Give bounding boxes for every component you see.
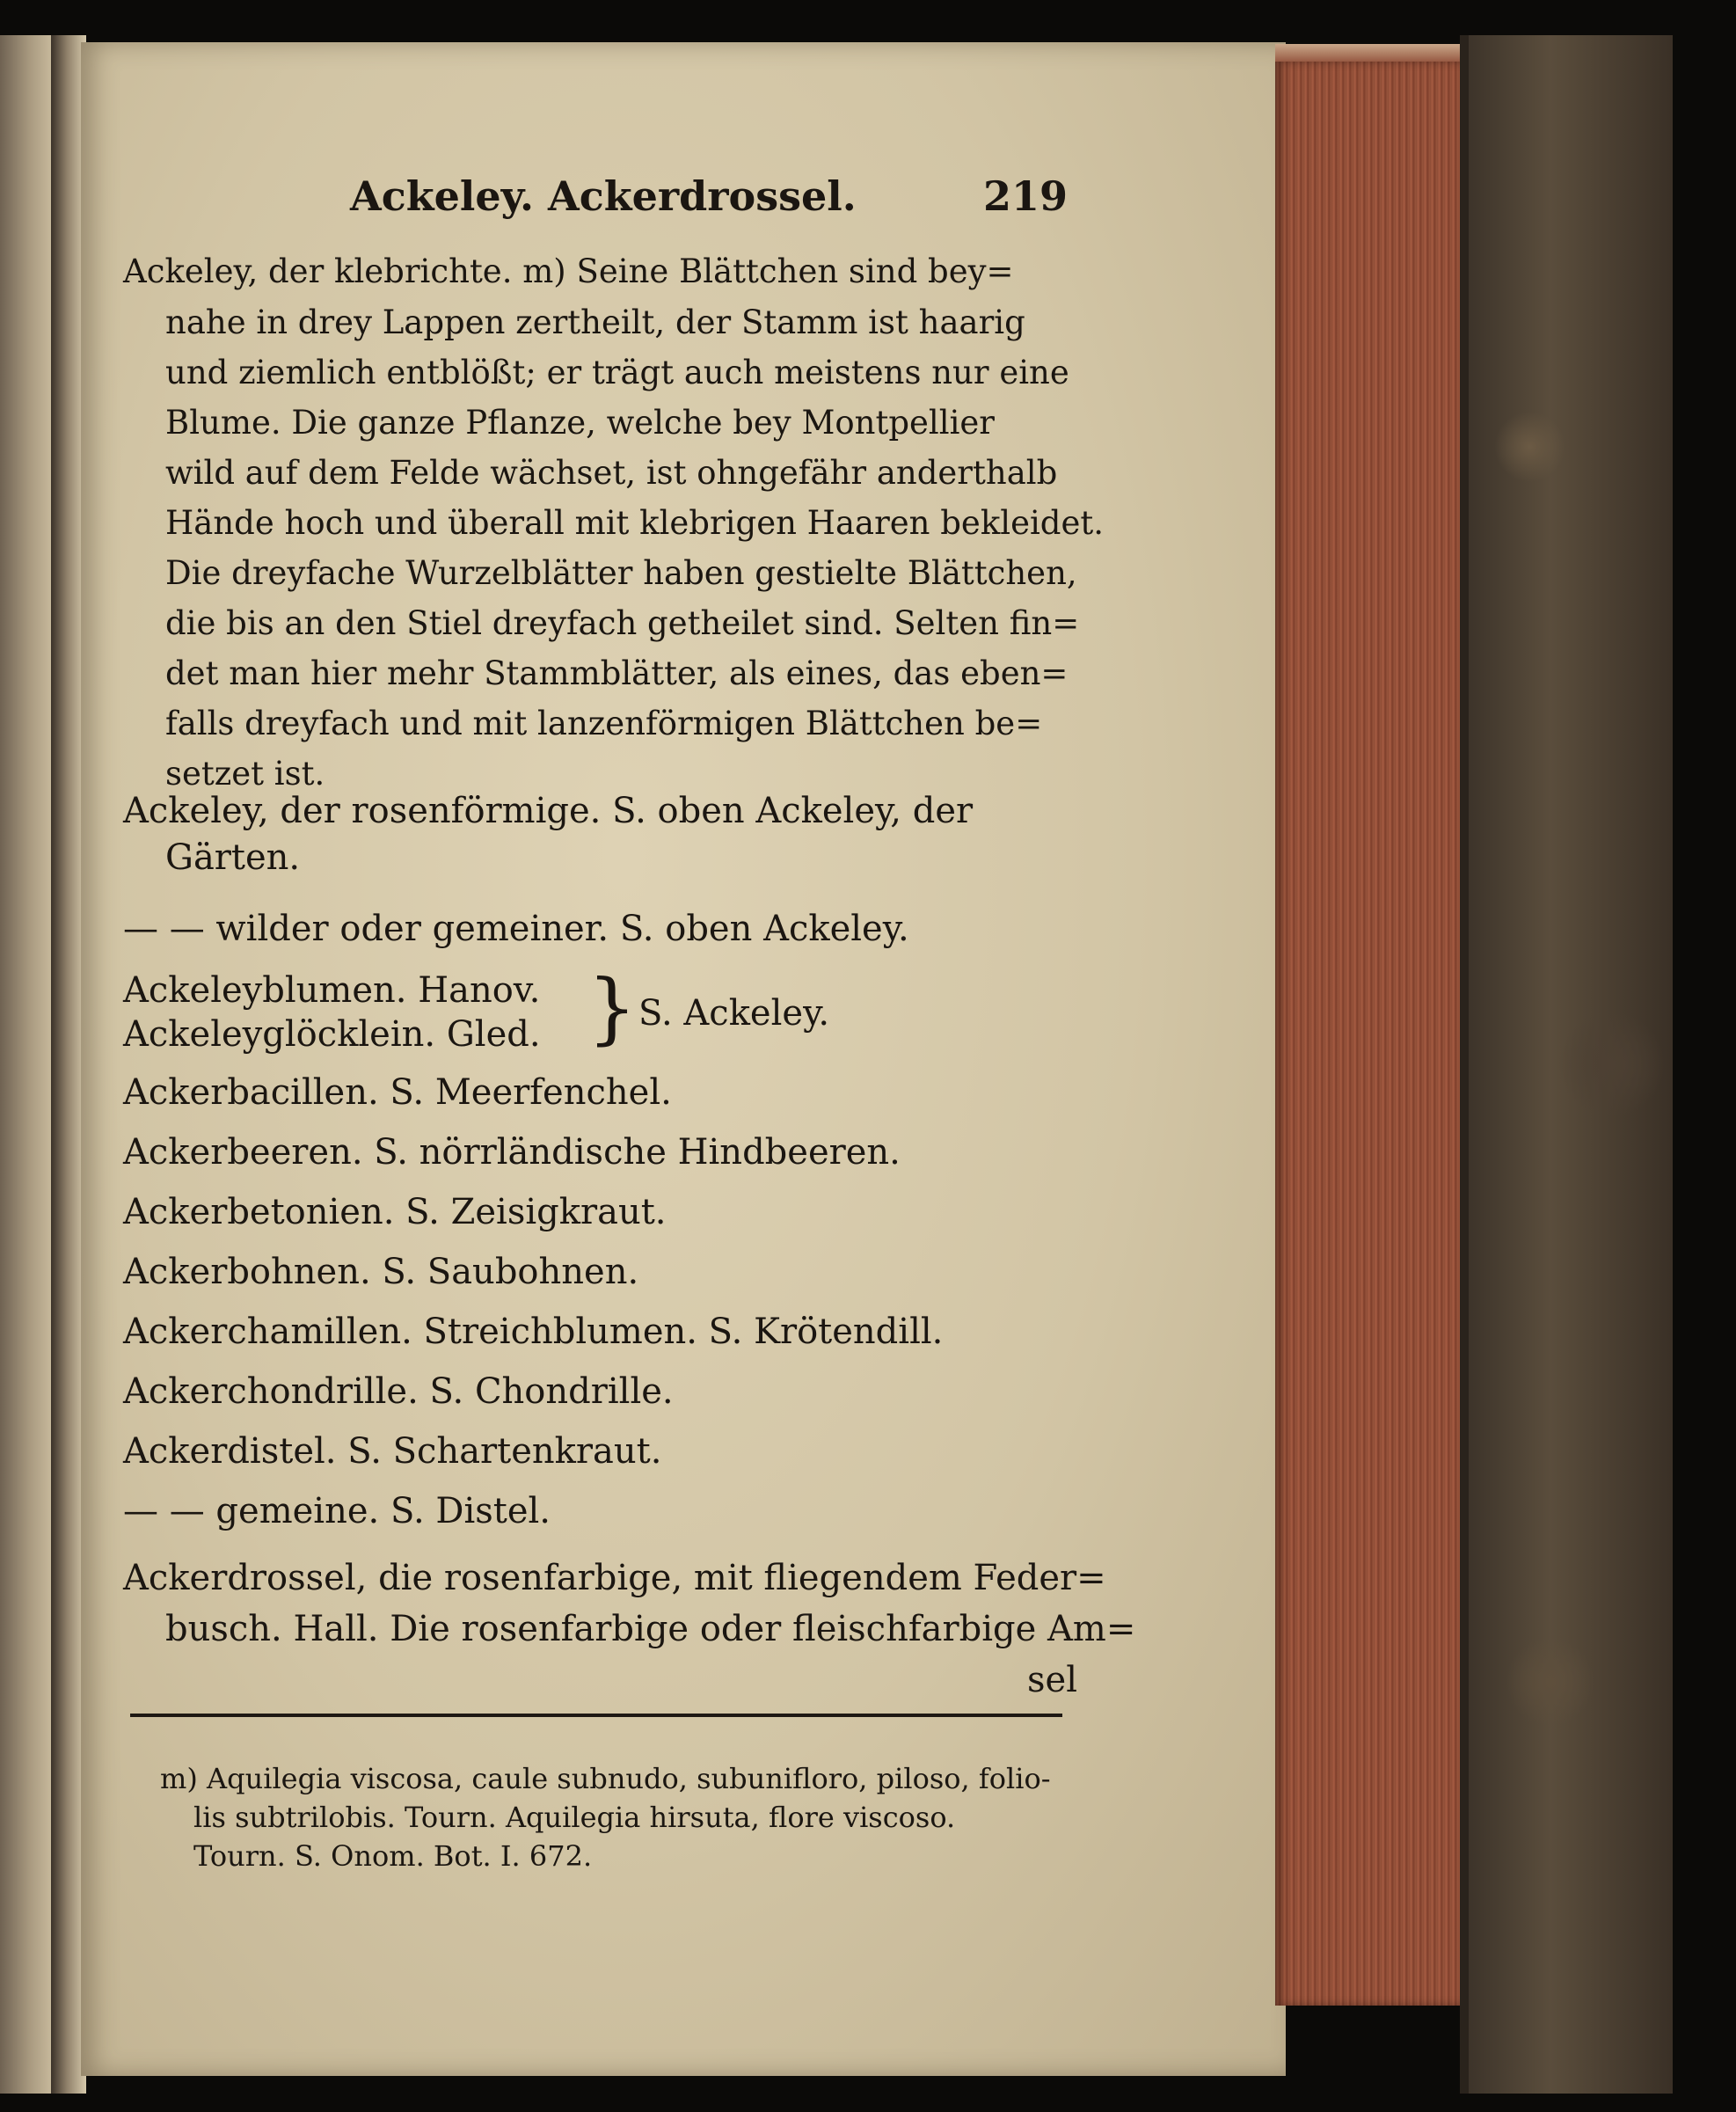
text-line: Die dreyfache Wurzelblätter haben gestielte Blättchen, — [165, 554, 1077, 592]
curly-brace-icon: } — [587, 962, 637, 1053]
text-line: Blume. Die ganze Pflanze, welche bey Montpellier — [165, 404, 995, 442]
text-line: und ziemlich entblößt; er trägt auch meistens nur eine — [165, 354, 1069, 391]
entry-line: — — wilder oder gemeiner. S. oben Ackeley. — [123, 909, 909, 949]
text-line: wild auf dem Felde wächset, ist ohngefähr anderthalb — [165, 454, 1058, 492]
entry-line: Ackeleyglöcklein. Gled. — [123, 1014, 541, 1055]
footnote-line: lis subtrilobis. Tourn. Aquilegia hirsuta, flore viscoso. — [193, 1801, 956, 1834]
text-line: Ackerdrossel, die rosenfarbige, mit fliegendem Feder= — [123, 1558, 1106, 1598]
text-line: det man hier mehr Stammblätter, als eines, das eben= — [165, 654, 1069, 692]
text-line: Hände hoch und überall mit klebrigen Haaren bekleidet. — [165, 504, 1105, 542]
running-title: Ackeley. Ackerdrossel. — [350, 172, 857, 220]
entry-line: Ackeleyblumen. Hanov. — [123, 970, 541, 1011]
text-line: nahe in drey Lappen zertheilt, der Stamm ist haarig — [165, 303, 1025, 341]
text-line: falls dreyfach und mit lanzenförmigen Blättchen be= — [165, 705, 1043, 742]
text-line: Gärten. — [165, 837, 301, 878]
text-line: die bis an den Stiel dreyfach getheilet sind. Selten fin= — [165, 604, 1080, 642]
entry-line: Ackerchondrille. S. Chondrille. — [123, 1371, 674, 1412]
text-line: Ackeley, der klebrichte. m) Seine Blättchen sind bey= — [123, 252, 1014, 290]
catchword: sel — [1027, 1660, 1077, 1700]
entry-line: Ackerbohnen. S. Saubohnen. — [123, 1252, 639, 1292]
entry-line: Ackerchamillen. Streichblumen. S. Krötendill. — [123, 1312, 944, 1352]
entry-line: Ackerbeeren. S. nörrländische Hindbeeren. — [123, 1132, 901, 1173]
text-line: Ackeley, der rosenförmige. S. oben Ackeley, der — [123, 791, 974, 831]
entry-line: Ackerdistel. S. Schartenkraut. — [123, 1431, 662, 1472]
footnote-rule — [130, 1714, 1062, 1717]
entry-line: Ackerbetonien. S. Zeisigkraut. — [123, 1192, 667, 1232]
text-line: busch. Hall. Die rosenfarbige oder fleischfarbige Am= — [165, 1609, 1136, 1649]
footnote-line: Tourn. S. Onom. Bot. I. 672. — [193, 1839, 593, 1873]
footnote-line: m) Aquilegia viscosa, caule subnudo, subunifloro, piloso, folio- — [160, 1762, 1051, 1795]
entry-line: — — gemeine. S. Distel. — [123, 1491, 551, 1531]
entry-reference: S. Ackeley. — [638, 993, 830, 1034]
text-line: setzet ist. — [165, 755, 325, 793]
page-number: 219 — [983, 172, 1069, 220]
entry-line: Ackerbacillen. S. Meerfenchel. — [123, 1072, 672, 1113]
